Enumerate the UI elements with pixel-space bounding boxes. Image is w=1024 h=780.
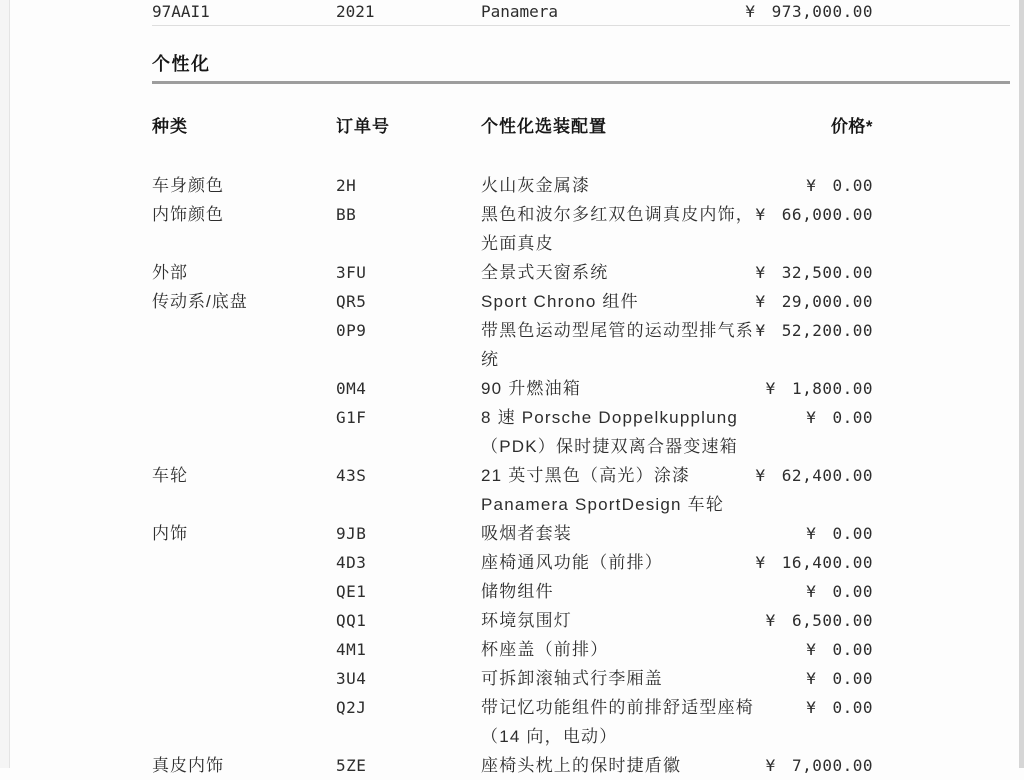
- row-code: Q2J: [336, 698, 367, 717]
- row-price: ¥ 62,400.00: [755, 466, 873, 485]
- document-page: [152, 0, 1010, 780]
- page-edge-right: [1019, 0, 1024, 768]
- row-price: ¥ 52,200.00: [755, 321, 873, 340]
- row-code: QE1: [336, 582, 367, 601]
- row-category: 内饰: [152, 524, 188, 543]
- table-row: [152, 316, 1010, 374]
- row-price: ¥ 66,000.00: [755, 205, 873, 224]
- row-price: ¥ 0.00: [806, 408, 873, 427]
- row-code: 0P9: [336, 321, 367, 340]
- row-code: 43S: [336, 466, 367, 485]
- header-config: 个性化选装配置: [481, 117, 607, 136]
- row-code: 4D3: [336, 553, 367, 572]
- row-category: 真皮内饰: [152, 756, 224, 775]
- row-category: 传动系/底盘: [152, 292, 248, 311]
- row-code: QQ1: [336, 611, 367, 630]
- table-row: [152, 693, 1010, 751]
- table-row: [152, 664, 1010, 693]
- row-price: ¥ 0.00: [806, 582, 873, 601]
- row-config: [481, 200, 754, 258]
- model-name: Panamera: [481, 2, 559, 21]
- row-config: [481, 606, 745, 635]
- section-title: 个性化: [152, 54, 211, 74]
- row-code: 4M1: [336, 640, 367, 659]
- row-code: 5ZE: [336, 756, 367, 775]
- row-code: 2H: [336, 176, 357, 195]
- row-config-line1: 火山灰金属漆: [481, 176, 591, 195]
- row-category: [152, 403, 336, 461]
- row-config: [481, 171, 745, 200]
- row-category: [152, 316, 336, 374]
- row-price: ¥ 29,000.00: [755, 292, 873, 311]
- row-config-line1: 储物组件: [481, 582, 554, 601]
- row-category: [152, 606, 336, 635]
- table-row: [152, 577, 1010, 606]
- row-config: [481, 548, 745, 577]
- row-config: [481, 519, 745, 548]
- row-code: 3FU: [336, 263, 367, 282]
- row-config-line2: Panamera SportDesign 车轮: [481, 495, 725, 514]
- table-row: [152, 171, 1010, 200]
- row-code: BB: [336, 205, 357, 224]
- row-price: ¥ 0.00: [806, 640, 873, 659]
- header-category: 种类: [152, 117, 188, 136]
- row-config: [481, 664, 745, 693]
- table-row: [152, 751, 1010, 780]
- row-config: [481, 258, 745, 287]
- row-price: ¥ 1,800.00: [765, 379, 873, 398]
- row-code: 9JB: [336, 524, 367, 543]
- row-config-line1: 全景式天窗系统: [481, 263, 609, 282]
- row-config-line1: 带黑色运动型尾管的运动型排气系: [481, 321, 754, 340]
- row-config-line1: 可拆卸滚轴式行李厢盖: [481, 669, 663, 688]
- row-config: [481, 751, 745, 780]
- row-config-line1: 21 英寸黑色（高光）涂漆: [481, 466, 691, 485]
- row-category: [152, 548, 336, 577]
- base-price: ¥ 973,000.00: [745, 2, 873, 21]
- table-row: [152, 287, 1010, 316]
- row-price: ¥ 6,500.00: [765, 611, 873, 630]
- row-category: 车身颜色: [152, 176, 224, 195]
- row-config-line1: 8 速 Porsche Doppelkupplung: [481, 408, 739, 427]
- row-category: 内饰颜色: [152, 205, 224, 224]
- table-row: [152, 548, 1010, 577]
- row-config: [481, 316, 754, 374]
- options-table-body: [152, 171, 1010, 780]
- row-category: [152, 693, 336, 751]
- row-config-line1: 吸烟者套装: [481, 524, 572, 543]
- row-config: [481, 635, 745, 664]
- row-category: [152, 664, 336, 693]
- table-row: [152, 461, 1010, 519]
- row-config-line1: 90 升燃油箱: [481, 379, 582, 398]
- row-config: [481, 374, 745, 403]
- model-code: 97AAI1: [152, 2, 210, 21]
- row-config: [481, 461, 745, 519]
- row-price: ¥ 16,400.00: [755, 553, 873, 572]
- table-header-row: [152, 118, 1010, 136]
- row-price: ¥ 32,500.00: [755, 263, 873, 282]
- row-price: ¥ 7,000.00: [765, 756, 873, 775]
- section-rule: [152, 81, 1010, 84]
- row-category: [152, 374, 336, 403]
- row-config: [481, 693, 754, 751]
- header-code: 订单号: [336, 117, 390, 136]
- row-category: [152, 635, 336, 664]
- row-config-line2: （14 向，电动）: [481, 727, 618, 746]
- row-config-line1: 黑色和波尔多红双色调真皮内饰，: [481, 205, 754, 224]
- row-code: G1F: [336, 408, 367, 427]
- row-category: 车轮: [152, 466, 188, 485]
- row-config-line1: 座椅通风功能（前排）: [481, 553, 663, 572]
- row-config-line1: 座椅头枕上的保时捷盾徽: [481, 756, 682, 775]
- model-year: 2021: [336, 2, 375, 21]
- row-config: [481, 403, 745, 461]
- row-category: 外部: [152, 263, 188, 282]
- row-config: [481, 287, 745, 316]
- row-code: 3U4: [336, 669, 367, 688]
- table-row: [152, 606, 1010, 635]
- row-config-line1: 带记忆功能组件的前排舒适型座椅: [481, 698, 754, 717]
- table-row: [152, 200, 1010, 258]
- row-config-line2: （PDK）保时捷双离合器变速箱: [481, 437, 738, 456]
- table-row: [152, 258, 1010, 287]
- table-row: [152, 374, 1010, 403]
- table-row: [152, 519, 1010, 548]
- row-category: [152, 577, 336, 606]
- page-edge-left: [0, 0, 10, 768]
- header-price: 价格*: [830, 117, 873, 136]
- row-config-line2: 统: [481, 350, 500, 369]
- row-price: ¥ 0.00: [806, 698, 873, 717]
- row-config-line1: 杯座盖（前排）: [481, 640, 609, 659]
- table-row: [152, 635, 1010, 664]
- row-config-line1: Sport Chrono 组件: [481, 292, 639, 311]
- row-code: 0M4: [336, 379, 367, 398]
- row-price: ¥ 0.00: [806, 176, 873, 195]
- row-config-line2: 光面真皮: [481, 234, 554, 253]
- row-price: ¥ 0.00: [806, 524, 873, 543]
- base-model-row: [152, 0, 1010, 26]
- table-row: [152, 403, 1010, 461]
- row-config-line1: 环境氛围灯: [481, 611, 572, 630]
- row-code: QR5: [336, 292, 367, 311]
- row-config: [481, 577, 745, 606]
- row-price: ¥ 0.00: [806, 669, 873, 688]
